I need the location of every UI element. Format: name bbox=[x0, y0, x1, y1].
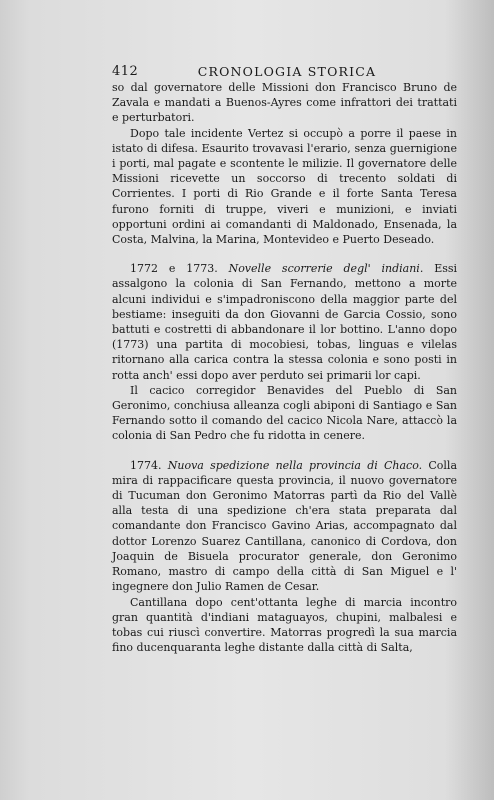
entry-year: 1772 e 1773. bbox=[130, 262, 218, 276]
paragraph-cantillana: Cantillana dopo cent'ottanta leghe di marcia incontro gran quantità d'indiani mataguayos, chupini, malbalesi e tobas cui riuscì convertire. Matorras progredì la sua marcia fino ducenquaranta leghe distante dalla città di Salta, bbox=[112, 595, 457, 655]
page-header bbox=[112, 64, 462, 80]
entry-heading: Novelle scorrerie degl' indiani. bbox=[228, 262, 424, 276]
entry-text: Essi assalgono la colonia di San Fernando, mettono a morte alcuni individui e s'impadroniscono della maggior parte del bestiame: inseguiti da don Giovanni de Garcia Cossio, sono battuti e costretti di abbandonare il lor bottino. L'anno dopo (1773) una partita di mocobiesi, tobas, linguas e vilelas ritornano alla carica contra la stessa colonia e sono posti in rotta anch' essi dopo aver perduto sei primarii lor capi. bbox=[112, 262, 458, 382]
running-head: CRONOLOGIA STORICA bbox=[197, 64, 377, 79]
paragraph-defense: Dopo tale incidente Vertez si occupò a porre il paese in istato di difesa. Esaurito trovavasi l'erario, senza guernigione i porti, mal pagate e scontente le milizie. Il governatore delle Missioni ricevette un soccorso di trecento soldati di Corrientes. I porti di Rio Grande e il forte Santa Teresa furono forniti di truppe, viveri e munizioni, e inviati opportuni ordini ai comandanti di Maldonado, Ensenada, la Costa, Malvina, la Marina, Montevideo e Puerto Deseado. bbox=[112, 126, 457, 247]
body-text bbox=[112, 80, 457, 655]
entry-year: 1774. bbox=[130, 458, 162, 472]
entry-1774 bbox=[112, 458, 457, 595]
page-number: 412 bbox=[112, 64, 139, 79]
entry-heading: Nuova spedizione nella provincia di Chaco. bbox=[167, 458, 423, 472]
entry-text: Colla mira di rappacificare questa provincia, il nuovo governatore di Tucuman don Geronimo Matorras partì da Rio del Vallè alla testa di una spedizione ch'era stata preparata dal comandante don Francisco Gavino Arias, accompagnato dal dottor Lorenzo Suarez Cantillana, canonico di Cordova, don Joaquin de Bisuela procurator generale, don Geronimo Romano, mastro di campo della città di San Miguel e l' ingegnere don Julio Ramen de Cesar. bbox=[112, 458, 458, 594]
paragraph-continuation: so dal governatore delle Missioni don Francisco Bruno de Zavala e mandati a Buenos-Ayres come infrattori dei trattati e perturbatori. bbox=[112, 81, 457, 125]
paragraph-benavides: Il cacico corregidor Benavides del Pueblo di San Geronimo, conchiusa alleanza cogli abiponi di Santiago e San Fernando sotto il comando del cacico Nicola Nare, attaccò la colonia di San Pedro che fu ridotta in cenere. bbox=[112, 383, 457, 443]
entry-1772-1773 bbox=[112, 261, 457, 383]
